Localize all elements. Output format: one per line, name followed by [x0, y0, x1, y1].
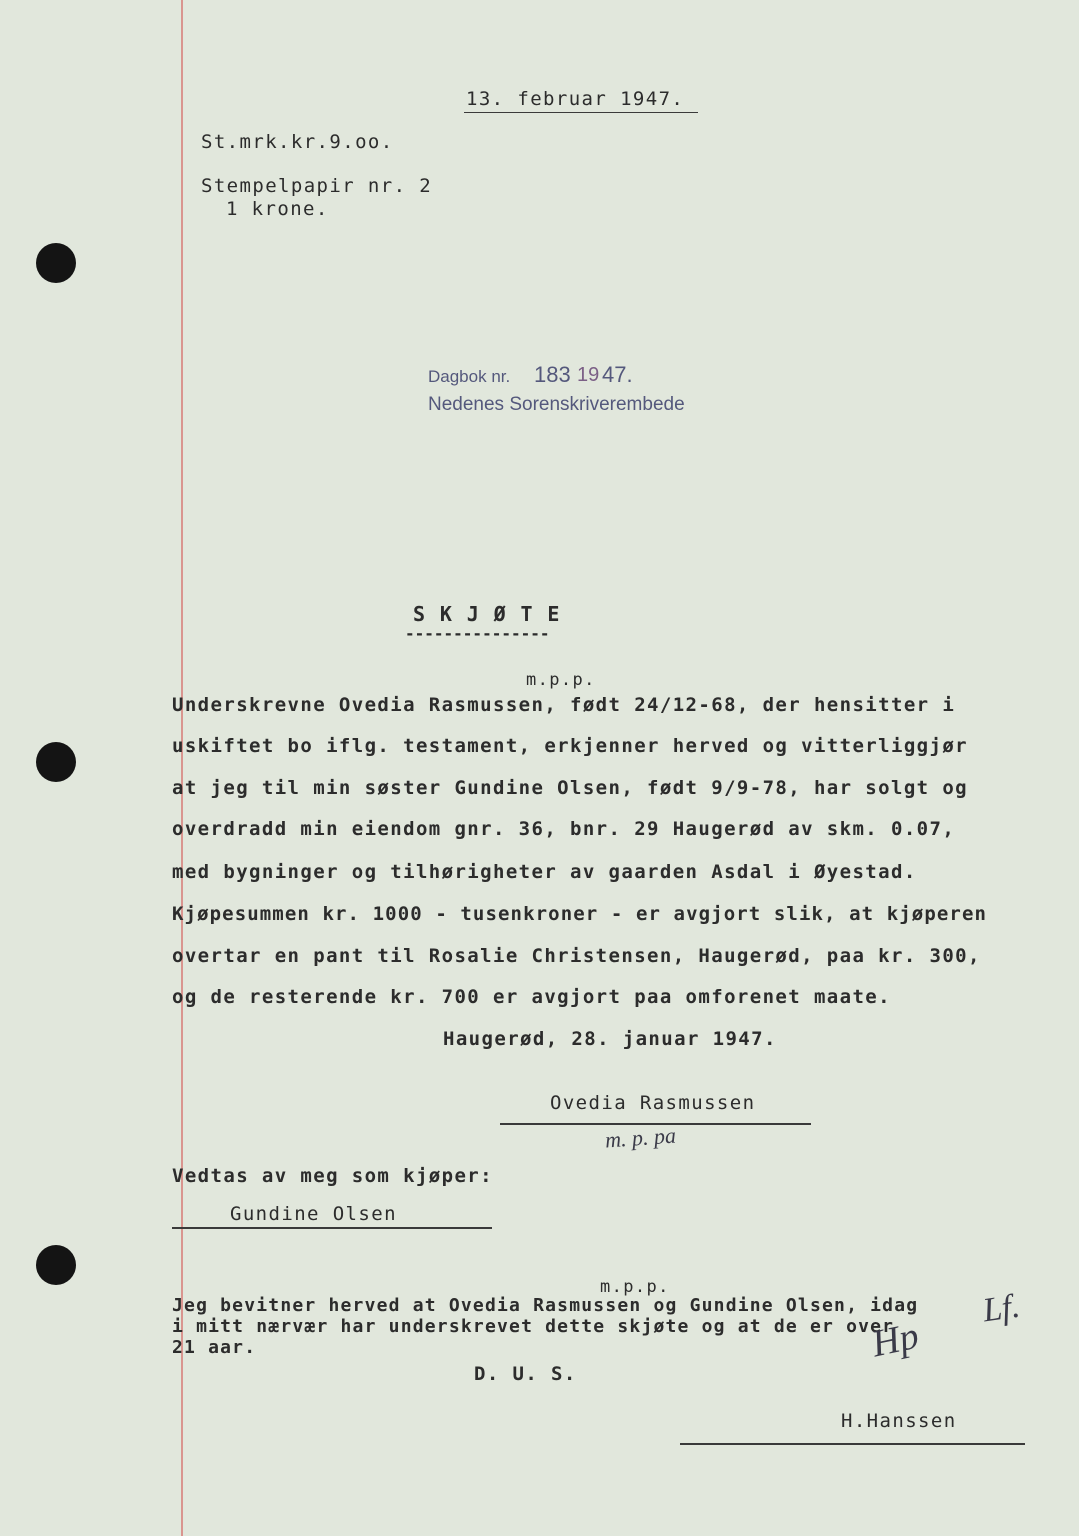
deed-line: uskiftet bo iflg. testament, erkjenner herved og vitterliggjør — [172, 735, 969, 757]
date-underline — [464, 112, 698, 113]
witness-line: Jeg bevitner herved at Ovedia Rasmussen og Gundine Olsen, idag — [172, 1295, 919, 1316]
buyer-acceptance: Vedtas av meg som kjøper: — [172, 1165, 493, 1187]
registry-number: 183 — [534, 362, 571, 387]
buyer-signature-line — [172, 1227, 492, 1229]
punch-hole — [36, 742, 76, 782]
place-date: Haugerød, 28. januar 1947. — [443, 1028, 777, 1050]
deed-line: med bygninger og tilhørigheter av gaarden Asdal i Øyestad. — [172, 861, 917, 883]
handwritten-initials: Hp — [868, 1314, 923, 1366]
witness-line: i mitt nærvær har underskrevet dette skjøte og at de er over — [172, 1316, 895, 1337]
registry-year-suffix: 47. — [602, 362, 633, 387]
seller-signature: Ovedia Rasmussen — [550, 1092, 756, 1114]
deed-title-underline: --------------- — [405, 624, 550, 643]
witness-signature: H.Hanssen — [841, 1410, 957, 1432]
deed-line: at jeg til min søster Gundine Olsen, født 9/9-78, har solgt og — [172, 777, 969, 799]
stamp-paper-line2: 1 krone. — [226, 198, 329, 220]
deed-line: overdradd min eiendom gnr. 36, bnr. 29 Haugerød av skm. 0.07, — [172, 818, 956, 840]
punch-hole — [36, 1245, 76, 1285]
witness-signature-line — [680, 1443, 1025, 1445]
deed-line: Kjøpesummen kr. 1000 - tusenkroner - er avgjort slik, at kjøperen — [172, 903, 988, 925]
deed-mpp: m.p.p. — [526, 670, 596, 690]
deed-line: Underskrevne Ovedia Rasmussen, født 24/12-68, der hensitter i — [172, 694, 956, 716]
margin-handwritten-note: Lf. — [980, 1287, 1023, 1330]
document-date: 13. februar 1947. — [466, 88, 685, 110]
punch-hole — [36, 243, 76, 283]
stamp-paper-line1: Stempelpapir nr. 2 — [201, 175, 433, 197]
deed-line: og de resterende kr. 700 er avgjort paa omforenet maate. — [172, 986, 891, 1008]
witness-dus: D. U. S. — [474, 1363, 577, 1385]
buyer-signature: Gundine Olsen — [230, 1203, 397, 1225]
deed-title: S K J Ø T E — [413, 602, 561, 626]
stamp-mark: St.mrk.kr.9.oo. — [201, 131, 394, 153]
deed-line: overtar en pant til Rosalie Christensen, Haugerød, paa kr. 300, — [172, 945, 981, 967]
registry-stamp-label: Dagbok nr. — [428, 367, 511, 386]
registry-office: Nedenes Sorenskriverembede — [428, 394, 685, 415]
registry-year-prefix: 19 — [577, 364, 600, 386]
witness-mpp: m.p.p. — [600, 1277, 670, 1297]
seller-handwritten-note: m. p. pa — [604, 1122, 677, 1153]
witness-line: 21 aar. — [172, 1337, 257, 1358]
